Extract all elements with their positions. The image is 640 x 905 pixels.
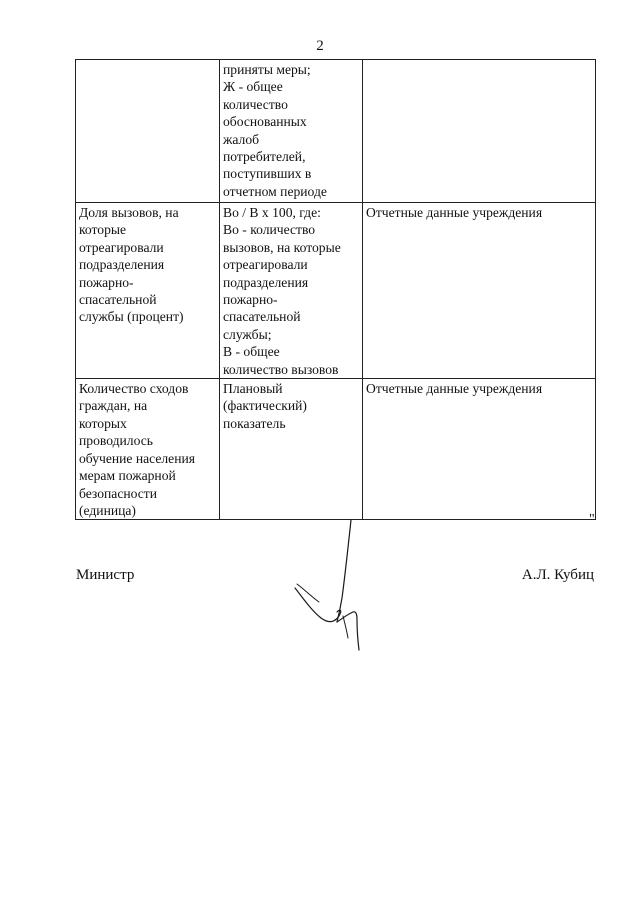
cell-line: службы (процент)	[79, 309, 184, 325]
cell-line: Отчетные данные учреждения	[366, 205, 543, 220]
table-row	[76, 379, 596, 520]
cell-line: (фактический)	[223, 398, 307, 414]
cell-line: Во / В х 100, где:	[223, 205, 321, 220]
cell-line: которых	[79, 415, 127, 431]
cell-line: Ж - общее	[223, 79, 283, 95]
cell-line: спасательной	[223, 309, 301, 325]
signatory-name: А.Л. Кубиц	[521, 567, 594, 583]
cell-line: жалоб	[223, 131, 260, 147]
table-row	[76, 203, 596, 379]
handwritten-signature	[285, 518, 375, 658]
source-cell	[363, 60, 596, 203]
cell-line: проводилось	[79, 433, 153, 449]
cell-line: спасательной	[79, 292, 157, 308]
cell-line: отчетном периоде	[223, 183, 327, 199]
cell-line: отреагировали	[223, 257, 308, 273]
cell-line: Отчетные данные учреждения	[366, 381, 543, 397]
indicator-cell	[76, 203, 220, 379]
cell-line: подразделения	[223, 274, 309, 290]
cell-line: Количество сходов	[79, 381, 189, 397]
table-row	[76, 60, 596, 203]
closing-quote: "	[589, 512, 595, 527]
cell-line: безопасности	[79, 485, 158, 501]
cell-line: (единица)	[79, 502, 136, 518]
cell-line: пожарно-	[79, 274, 134, 290]
cell-line: службы;	[223, 326, 272, 342]
cell-line: приняты меры;	[223, 62, 311, 77]
cell-line: обучение населения	[79, 450, 196, 466]
formula-cell	[220, 60, 363, 203]
source-cell	[363, 203, 596, 379]
cell-line: обоснованных	[223, 114, 307, 130]
formula-cell	[220, 379, 363, 520]
cell-line: подразделения	[79, 257, 165, 273]
cell-line: мерам пожарной	[79, 468, 176, 484]
cell-line: потребителей,	[223, 149, 306, 165]
cell-line: вызовов, на которые	[223, 239, 341, 255]
formula-cell	[220, 203, 363, 379]
indicator-cell	[76, 379, 220, 520]
cell-line: Во - количество	[223, 222, 316, 238]
page-number: 2	[316, 38, 324, 54]
cell-line: Доля вызовов, на	[79, 205, 179, 220]
cell-line: показатель	[223, 415, 286, 431]
signatory-position: Министр	[76, 567, 135, 583]
cell-line: отреагировали	[79, 239, 164, 255]
cell-line: пожарно-	[223, 292, 278, 308]
cell-line: граждан, на	[79, 398, 148, 414]
cell-line: Плановый	[223, 381, 283, 397]
cell-line: В - общее	[223, 344, 280, 360]
cell-line: количество	[223, 96, 288, 112]
cell-line: которые	[79, 222, 127, 238]
source-cell	[363, 379, 596, 520]
indicators-table	[75, 59, 596, 520]
cell-line: количество вызовов	[223, 361, 339, 377]
indicator-cell	[76, 60, 220, 203]
cell-line: поступивших в	[223, 166, 312, 182]
